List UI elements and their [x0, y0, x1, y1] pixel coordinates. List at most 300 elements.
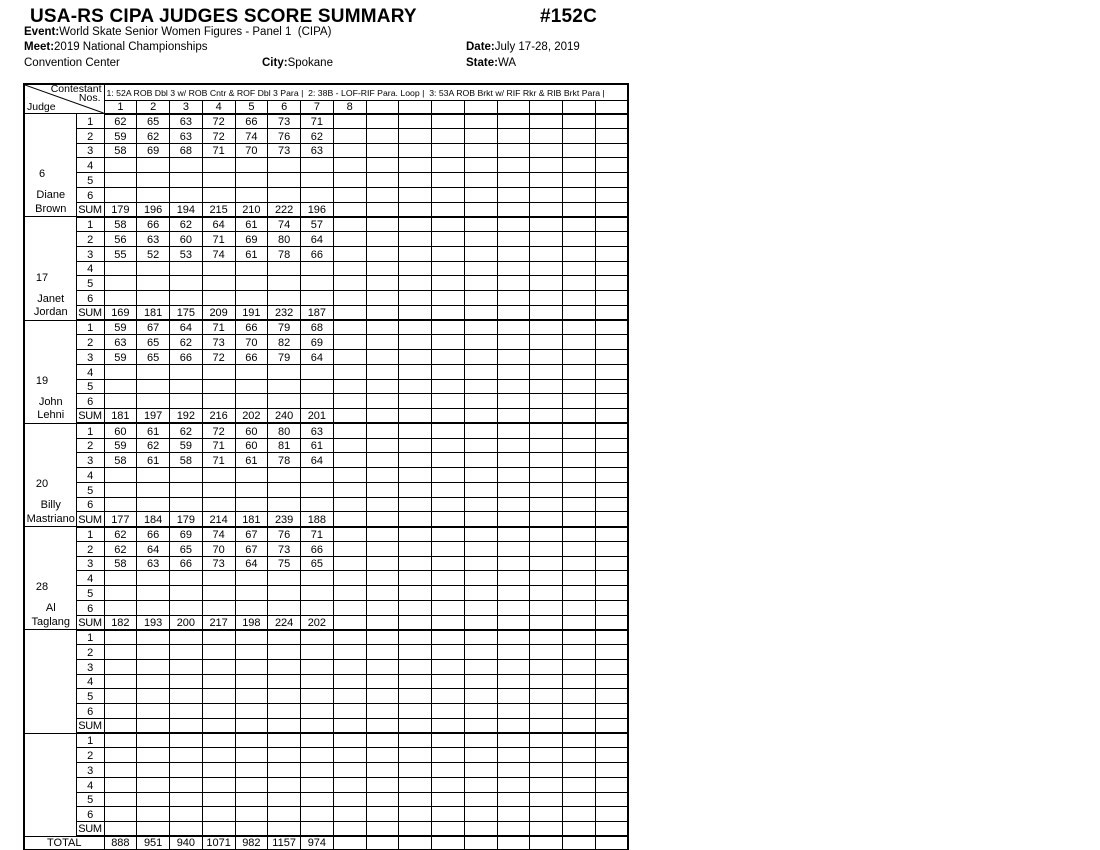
score-cell: [366, 232, 399, 247]
score-cell: [104, 261, 137, 276]
score-cell: [497, 232, 530, 247]
score-cell: [399, 733, 432, 748]
total-cell: 1071: [202, 836, 235, 850]
sum-cell: [366, 305, 399, 320]
score-cell: [170, 586, 203, 601]
sum-cell: 216: [202, 409, 235, 424]
score-cell: [268, 291, 301, 306]
sum-cell: [268, 822, 301, 837]
score-cell: [137, 659, 170, 674]
score-cell: 58: [104, 453, 137, 468]
score-cell: 59: [104, 128, 137, 143]
sum-cell: 177: [104, 512, 137, 527]
sum-cell: [333, 409, 366, 424]
score-cell: [595, 335, 628, 350]
score-cell: 58: [104, 143, 137, 158]
score-cell: [366, 261, 399, 276]
score-cell: [497, 630, 530, 645]
sum-cell: [530, 822, 563, 837]
score-row: [24, 276, 628, 291]
score-cell: [595, 261, 628, 276]
score-cell: 64: [301, 350, 334, 365]
score-cell: [464, 497, 497, 512]
score-cell: 72: [202, 350, 235, 365]
score-cell: [202, 807, 235, 822]
score-cell: [268, 468, 301, 483]
score-cell: [104, 733, 137, 748]
score-cell: 58: [104, 217, 137, 232]
contestant-number-header: [464, 100, 497, 114]
sum-cell: [399, 615, 432, 630]
score-cell: [595, 217, 628, 232]
score-cell: [137, 364, 170, 379]
score-cell: [399, 571, 432, 586]
score-cell: [464, 645, 497, 660]
sum-cell: [399, 202, 432, 217]
score-cell: 73: [268, 143, 301, 158]
score-cell: [464, 763, 497, 778]
score-row: [24, 541, 628, 556]
score-cell: 55: [104, 246, 137, 261]
sum-cell: [595, 202, 628, 217]
sum-cell: [595, 409, 628, 424]
score-cell: [563, 232, 596, 247]
city-value: Spokane: [287, 57, 333, 69]
sum-cell: [333, 202, 366, 217]
score-cell: [530, 128, 563, 143]
row-label: 6: [76, 497, 104, 512]
score-cell: [530, 630, 563, 645]
score-cell: [530, 497, 563, 512]
row-label: 3: [76, 350, 104, 365]
score-cell: [366, 704, 399, 719]
sum-cell: 181: [104, 409, 137, 424]
score-cell: [399, 630, 432, 645]
score-cell: [235, 394, 268, 409]
sum-cell: [464, 409, 497, 424]
score-cell: 72: [202, 114, 235, 129]
score-cell: 63: [301, 143, 334, 158]
score-cell: [235, 276, 268, 291]
row-label: 4: [76, 364, 104, 379]
score-row: [24, 364, 628, 379]
score-cell: 63: [104, 335, 137, 350]
contestant-number-header: 5: [235, 100, 268, 114]
score-cell: 62: [170, 217, 203, 232]
total-cell: [497, 836, 530, 850]
score-cell: [399, 261, 432, 276]
score-cell: [530, 600, 563, 615]
score-cell: 71: [301, 527, 334, 542]
score-cell: [399, 600, 432, 615]
row-label: 3: [76, 246, 104, 261]
sum-cell: [202, 718, 235, 733]
sum-cell: [563, 305, 596, 320]
judge-number: 17: [35, 271, 49, 284]
score-cell: [235, 497, 268, 512]
total-label: TOTAL: [24, 836, 104, 850]
score-cell: [137, 586, 170, 601]
score-cell: [137, 777, 170, 792]
contestant-number-header: 6: [268, 100, 301, 114]
score-cell: [464, 173, 497, 188]
score-cell: [432, 143, 465, 158]
score-cell: [464, 320, 497, 335]
score-cell: [595, 541, 628, 556]
sum-cell: [104, 822, 137, 837]
score-row: [24, 586, 628, 601]
score-cell: [595, 173, 628, 188]
score-cell: [399, 586, 432, 601]
score-cell: 62: [104, 527, 137, 542]
score-cell: [399, 128, 432, 143]
row-label: 6: [76, 187, 104, 202]
score-cell: [595, 571, 628, 586]
score-cell: [399, 187, 432, 202]
score-cell: [595, 482, 628, 497]
score-row: [24, 291, 628, 306]
sum-cell: [432, 615, 465, 630]
score-cell: [170, 261, 203, 276]
score-cell: [366, 807, 399, 822]
score-cell: [563, 128, 596, 143]
score-cell: [366, 187, 399, 202]
score-cell: [202, 674, 235, 689]
score-cell: 61: [137, 453, 170, 468]
sum-cell: [595, 822, 628, 837]
score-cell: [497, 689, 530, 704]
score-cell: [104, 291, 137, 306]
score-cell: 58: [104, 556, 137, 571]
score-cell: [399, 246, 432, 261]
score-cell: [595, 527, 628, 542]
row-label: 1: [76, 320, 104, 335]
score-cell: 66: [301, 246, 334, 261]
score-cell: [399, 232, 432, 247]
score-cell: 69: [301, 335, 334, 350]
score-cell: 60: [170, 232, 203, 247]
score-cell: 66: [137, 217, 170, 232]
date-value: July 17-28, 2019: [494, 41, 580, 53]
score-cell: [595, 320, 628, 335]
score-cell: [530, 689, 563, 704]
score-cell: 66: [170, 556, 203, 571]
score-cell: [399, 364, 432, 379]
score-cell: [104, 276, 137, 291]
score-cell: 62: [301, 128, 334, 143]
score-cell: [432, 114, 465, 129]
score-cell: [595, 276, 628, 291]
sum-cell: [170, 822, 203, 837]
score-cell: [432, 777, 465, 792]
score-cell: [333, 704, 366, 719]
score-cell: [366, 482, 399, 497]
score-cell: [170, 763, 203, 778]
judge-cell: [24, 217, 76, 320]
row-label: 4: [76, 777, 104, 792]
score-cell: [497, 792, 530, 807]
score-cell: [104, 792, 137, 807]
score-cell: 81: [268, 438, 301, 453]
score-cell: [170, 777, 203, 792]
score-cell: 65: [301, 556, 334, 571]
score-cell: [301, 674, 334, 689]
score-cell: [563, 261, 596, 276]
event-label: Event:: [24, 26, 60, 38]
score-cell: [595, 453, 628, 468]
sum-cell: [301, 822, 334, 837]
row-label: 4: [76, 261, 104, 276]
score-cell: [432, 807, 465, 822]
score-cell: 60: [235, 438, 268, 453]
score-cell: [595, 232, 628, 247]
meet-value: 2019 National Championships: [54, 41, 208, 53]
row-label: 6: [76, 291, 104, 306]
score-cell: [530, 379, 563, 394]
score-cell: [497, 217, 530, 232]
score-row: [24, 246, 628, 261]
sum-cell: [563, 718, 596, 733]
score-cell: [563, 586, 596, 601]
row-label: 2: [76, 438, 104, 453]
score-cell: [235, 763, 268, 778]
score-cell: [366, 586, 399, 601]
sum-cell: [366, 615, 399, 630]
score-cell: [366, 777, 399, 792]
score-cell: [366, 748, 399, 763]
score-cell: [595, 128, 628, 143]
score-row: [24, 335, 628, 350]
score-cell: [366, 128, 399, 143]
score-cell: [595, 379, 628, 394]
score-cell: [464, 261, 497, 276]
score-cell: [301, 158, 334, 173]
sum-cell: 188: [301, 512, 334, 527]
sum-cell: 196: [301, 202, 334, 217]
score-cell: [399, 763, 432, 778]
score-cell: [464, 394, 497, 409]
score-cell: [268, 733, 301, 748]
score-cell: [399, 556, 432, 571]
score-cell: [366, 114, 399, 129]
score-cell: 75: [268, 556, 301, 571]
score-cell: [104, 364, 137, 379]
score-cell: 69: [235, 232, 268, 247]
score-cell: [202, 364, 235, 379]
score-cell: [464, 246, 497, 261]
judge-cell: [24, 114, 76, 217]
score-row: [24, 143, 628, 158]
sum-cell: [366, 718, 399, 733]
score-cell: [497, 453, 530, 468]
score-cell: [170, 497, 203, 512]
score-cell: [137, 733, 170, 748]
score-cell: [563, 689, 596, 704]
sum-cell: [333, 718, 366, 733]
score-cell: [464, 335, 497, 350]
row-label: 4: [76, 571, 104, 586]
score-cell: 74: [202, 246, 235, 261]
score-cell: [137, 468, 170, 483]
score-cell: [333, 792, 366, 807]
score-cell: [432, 261, 465, 276]
score-cell: [432, 246, 465, 261]
score-cell: [170, 173, 203, 188]
score-cell: [399, 394, 432, 409]
sum-cell: [530, 202, 563, 217]
sum-cell: [497, 202, 530, 217]
score-cell: [497, 143, 530, 158]
row-label: 2: [76, 748, 104, 763]
score-cell: [301, 659, 334, 674]
score-cell: 72: [202, 423, 235, 438]
score-cell: [333, 187, 366, 202]
score-cell: 67: [235, 527, 268, 542]
score-cell: [432, 748, 465, 763]
score-cell: [235, 291, 268, 306]
score-cell: [268, 497, 301, 512]
score-cell: [137, 689, 170, 704]
doc-number: #152C: [540, 6, 597, 27]
total-cell: 1157: [268, 836, 301, 850]
score-row: [24, 261, 628, 276]
score-cell: [563, 394, 596, 409]
sum-cell: [497, 512, 530, 527]
score-cell: [563, 320, 596, 335]
total-cell: [333, 836, 366, 850]
score-cell: [104, 689, 137, 704]
score-cell: [432, 792, 465, 807]
page-title: USA-RS CIPA JUDGES SCORE SUMMARY: [30, 6, 417, 27]
contestant-number-header: 2: [137, 100, 170, 114]
score-cell: [497, 246, 530, 261]
judge-name: John Lehni: [37, 395, 65, 422]
score-cell: 63: [170, 128, 203, 143]
score-cell: [170, 291, 203, 306]
score-row: [24, 600, 628, 615]
score-cell: [563, 482, 596, 497]
score-cell: [432, 291, 465, 306]
score-cell: [333, 733, 366, 748]
score-cell: [366, 453, 399, 468]
score-cell: [104, 586, 137, 601]
score-cell: [235, 379, 268, 394]
score-cell: [464, 807, 497, 822]
score-cell: 67: [137, 320, 170, 335]
score-cell: [497, 187, 530, 202]
score-cell: [235, 364, 268, 379]
sum-cell: 200: [170, 615, 203, 630]
score-cell: [268, 689, 301, 704]
sum-row: [24, 718, 628, 733]
score-cell: [563, 423, 596, 438]
score-cell: [497, 777, 530, 792]
score-cell: [464, 350, 497, 365]
row-label: 4: [76, 158, 104, 173]
row-label: 1: [76, 217, 104, 232]
row-label: 5: [76, 276, 104, 291]
event-line: [24, 26, 331, 38]
score-cell: [530, 335, 563, 350]
sum-cell: 209: [202, 305, 235, 320]
score-cell: 68: [301, 320, 334, 335]
score-cell: [170, 792, 203, 807]
score-cell: [563, 453, 596, 468]
corner-contestant-label: Contestant: [50, 83, 102, 95]
contestant-number-header: [563, 100, 596, 114]
judge-cell: [24, 733, 76, 836]
score-cell: [563, 187, 596, 202]
sum-cell: [432, 305, 465, 320]
score-cell: [202, 777, 235, 792]
score-cell: [170, 600, 203, 615]
score-cell: [530, 571, 563, 586]
score-cell: [202, 379, 235, 394]
total-cell: [366, 836, 399, 850]
judge-name: Diane Brown: [35, 189, 67, 215]
sum-cell: [333, 615, 366, 630]
sum-cell: 184: [137, 512, 170, 527]
score-cell: [104, 807, 137, 822]
score-cell: [497, 807, 530, 822]
score-cell: [301, 187, 334, 202]
score-cell: [497, 674, 530, 689]
score-cell: [170, 645, 203, 660]
score-cell: [595, 556, 628, 571]
score-cell: [202, 261, 235, 276]
score-cell: 71: [202, 232, 235, 247]
score-cell: [497, 158, 530, 173]
score-cell: [464, 674, 497, 689]
score-cell: [202, 571, 235, 586]
sum-cell: [202, 822, 235, 837]
score-cell: [563, 173, 596, 188]
score-cell: [595, 586, 628, 601]
score-cell: [333, 364, 366, 379]
score-cell: 71: [202, 438, 235, 453]
score-cell: [432, 704, 465, 719]
row-label: 1: [76, 423, 104, 438]
score-cell: [202, 763, 235, 778]
score-row: [24, 173, 628, 188]
sum-cell: [301, 718, 334, 733]
sum-cell: [137, 822, 170, 837]
score-cell: [595, 645, 628, 660]
score-cell: [432, 630, 465, 645]
score-cell: [497, 114, 530, 129]
total-cell: 940: [170, 836, 203, 850]
score-cell: [235, 777, 268, 792]
score-cell: [268, 807, 301, 822]
score-cell: [464, 689, 497, 704]
score-row: [24, 350, 628, 365]
score-cell: [333, 453, 366, 468]
score-cell: [137, 158, 170, 173]
score-cell: [170, 394, 203, 409]
total-row: [24, 836, 628, 850]
sum-row: [24, 409, 628, 424]
score-cell: [595, 364, 628, 379]
score-cell: [432, 187, 465, 202]
score-cell: [170, 364, 203, 379]
row-label: SUM: [76, 202, 104, 217]
score-cell: [530, 276, 563, 291]
contestant-number-header: [497, 100, 530, 114]
score-cell: [202, 394, 235, 409]
row-label: 6: [76, 600, 104, 615]
contestant-number-header: [399, 100, 432, 114]
score-cell: [202, 187, 235, 202]
